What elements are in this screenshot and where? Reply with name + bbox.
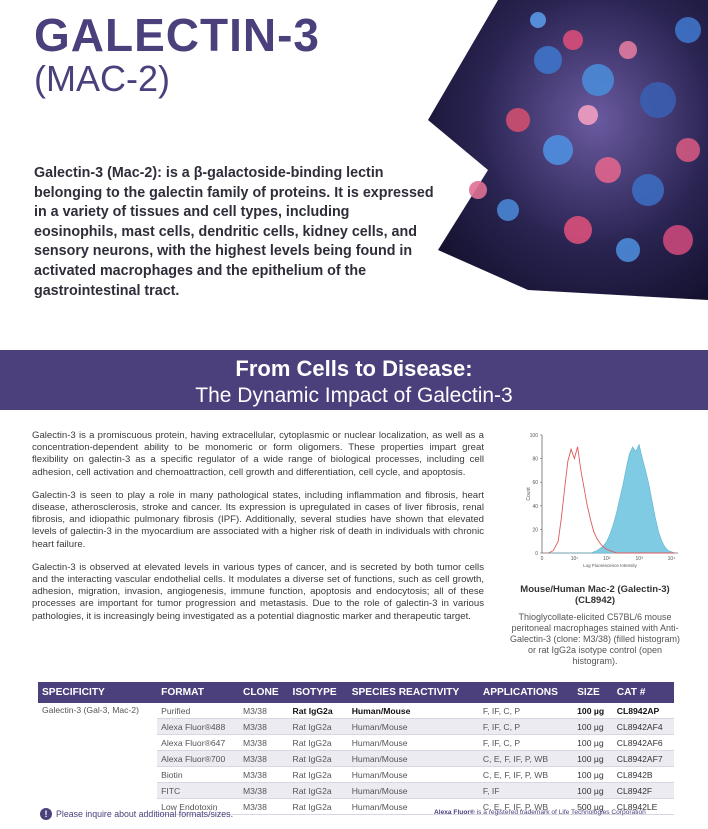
x-tick-label: 0 [540,556,544,562]
cell-size: 100 µg [573,751,613,767]
y-tick-label: 20 [532,527,538,534]
cell-applications: F, IF [479,783,573,799]
cell-format: Alexa Fluor®488 [157,719,239,735]
table-header-row [38,682,674,703]
figure-caption-body: Thioglycollate-elicited C57BL/6 mouse peritoneal macrophages stained with Anti-Galectin-3 (clone: M3/38) (filled histogram) or rat IgG2a isotype control (open histogram). [509,612,681,666]
info-icon: ! [40,808,52,820]
cell-format: Low Endotoxin [157,799,239,815]
cell-applications: C, E, F, IF, P, WB [479,799,573,815]
cell-applications: F, IF, C, P [479,735,573,751]
column-header: ISOTYPE [289,682,348,703]
cell-reactivity: Human/Mouse [348,719,479,735]
cell-reactivity: Human/Mouse [348,767,479,783]
cell-clone: M3/38 [239,799,289,815]
specificity-cell: Galectin-3 (Gal-3, Mac-2) [42,705,139,715]
cell-applications: F, IF, C, P [479,703,573,719]
x-axis-label: Log Fluorescence Intensity [583,563,637,568]
banner-subtitle: The Dynamic Impact of Galectin-3 [195,384,513,407]
cell-size: 100 µg [573,735,613,751]
page-title: GALECTIN-3 [34,9,320,61]
cell-format: Alexa Fluor®647 [157,735,239,751]
banner-title: From Cells to Disease: [235,356,473,381]
cell-size: 500 µg [573,799,613,815]
stained-histogram [549,444,675,553]
figure-caption-title: Mouse/Human Mac-2 (Galectin-3) (CL8942) [520,584,670,606]
cell-isotype: Rat IgG2a [289,783,348,799]
y-tick-label: 0 [535,551,538,557]
cell-isotype: Rat IgG2a [289,735,348,751]
x-tick-label: 10² [603,556,611,562]
cell-cat: CL8942AF7 [613,751,674,767]
table-row [38,703,674,719]
cell-cat: CL8942AF4 [613,719,674,735]
cell-format: Purified [157,703,239,719]
flow-histogram-chart [500,425,690,580]
y-axis-label: Count [526,487,532,501]
column-header: APPLICATIONS [479,682,573,703]
column-header: SIZE [573,682,613,703]
inquiry-note [40,808,233,820]
cell-cat: CL8942AP [613,703,674,719]
column-header: FORMAT [157,682,239,703]
cell-clone: M3/38 [239,719,289,735]
trademark-note [434,809,646,816]
y-tick-label: 100 [529,433,538,439]
cell-format: Alexa Fluor®700 [157,751,239,767]
x-tick-label: 10³ [635,556,643,562]
cell-applications: F, IF, C, P [479,719,573,735]
cell-cat: CL8942LE [613,799,674,815]
intro-paragraph: Galectin-3 (Mac-2): is a β-galactoside-binding lectin belonging to the galectin family of proteins. It is expressed in a variety of tissues and cell types, including eosinophils, mast cells, dendritic cells, kidney cells, and sensory neurons, with the highest levels being found in activated macrophages and the epithelium of the gastrointestinal tract. [34,165,434,299]
column-header: SPECIES REACTIVITY [348,682,479,703]
cell-size: 100 µg [573,703,613,719]
product-table [38,682,674,815]
cell-isotype: Rat IgG2a [289,703,348,719]
cell-cat: CL8942AF6 [613,735,674,751]
cell-cat: CL8942F [613,783,674,799]
cell-isotype: Rat IgG2a [289,767,348,783]
hero-image [398,0,708,300]
y-tick-label: 40 [532,503,538,510]
cell-reactivity: Human/Mouse [348,799,479,815]
body-paragraph-3: Galectin-3 is observed at elevated levels in various types of cancer, and is secreted by both tumor cells and the interacting vascular endothelial cells. It modulates a diverse set of functions, such as cell growth, adhesion, migration, invasion, angiogenesis, immune function, apoptosis and endocytosis; all of these processes are important for tumor progression and metastasis. Due to the role of galectin-3 in various pathologies, it is increasingly being investigated as a potential diagnostic marker and therapeutic target. [32,561,484,622]
cell-cat: CL8942B [613,767,674,783]
cell-size: 100 µg [573,783,613,799]
cell-clone: M3/38 [239,783,289,799]
y-tick-label: 60 [532,480,538,487]
cell-format: FITC [157,783,239,799]
cell-isotype: Rat IgG2a [289,751,348,767]
body-paragraph-2: Galectin-3 is seen to play a role in many pathological states, including inflammation and fibrosis, heart disease, atherosclerosis, stroke and cancer. Its expression is upregulated in cases of liver fibrosis, renal fibrosis, and idiopathic pulmonary fibrosis (IPF). Additionally, several studies have shown that elevated levels of galectin-3 in the myocardium are associated with a higher risk of death in individuals with chronic heart failure. [32,489,484,550]
cell-isotype: Rat IgG2a [289,719,348,735]
trademark-text: is a registered trademark of Life Technologies Corporation [474,809,646,816]
inquiry-note-text: Please inquire about additional formats/sizes. [56,809,234,819]
trademark-brand: Alexa Fluor® [434,809,475,816]
x-tick-label: 10⁴ [667,556,676,562]
cell-reactivity: Human/Mouse [348,735,479,751]
cell-reactivity: Human/Mouse [348,783,479,799]
cell-format: Biotin [157,767,239,783]
cell-clone: M3/38 [239,767,289,783]
y-tick-label: 80 [532,456,538,463]
section-banner [0,350,708,410]
body-text [32,430,484,634]
cell-clone: M3/38 [239,735,289,751]
cell-reactivity: Human/Mouse [348,751,479,767]
cell-size: 100 µg [573,719,613,735]
body-paragraph-1: Galectin-3 is a promiscuous protein, having extracellular, cytoplasmic or nuclear localization, as well as a concentration-dependent ability to be monomeric or form oligomers. These properties impart great flexibility on galectin-3 as a specific regulator of a wide range of biological processes, including cell adhesion, cell activation and chemoattraction, cell growth and differentiation, cell cycle, and apoptosis. [32,430,484,478]
cell-applications: C, E, F, IF, P, WB [479,751,573,767]
x-tick-label: 10¹ [570,556,578,562]
column-header: CLONE [239,682,289,703]
column-header: SPECIFICITY [38,682,157,703]
cell-applications: C, E, F, IF, P, WB [479,767,573,783]
page-subtitle: (MAC-2) [34,58,170,99]
cell-clone: M3/38 [239,703,289,719]
cell-reactivity: Human/Mouse [348,703,479,719]
column-header: CAT # [613,682,674,703]
cell-clone: M3/38 [239,751,289,767]
cell-isotype: Rat IgG2a [289,799,348,815]
cell-size: 100 µg [573,767,613,783]
